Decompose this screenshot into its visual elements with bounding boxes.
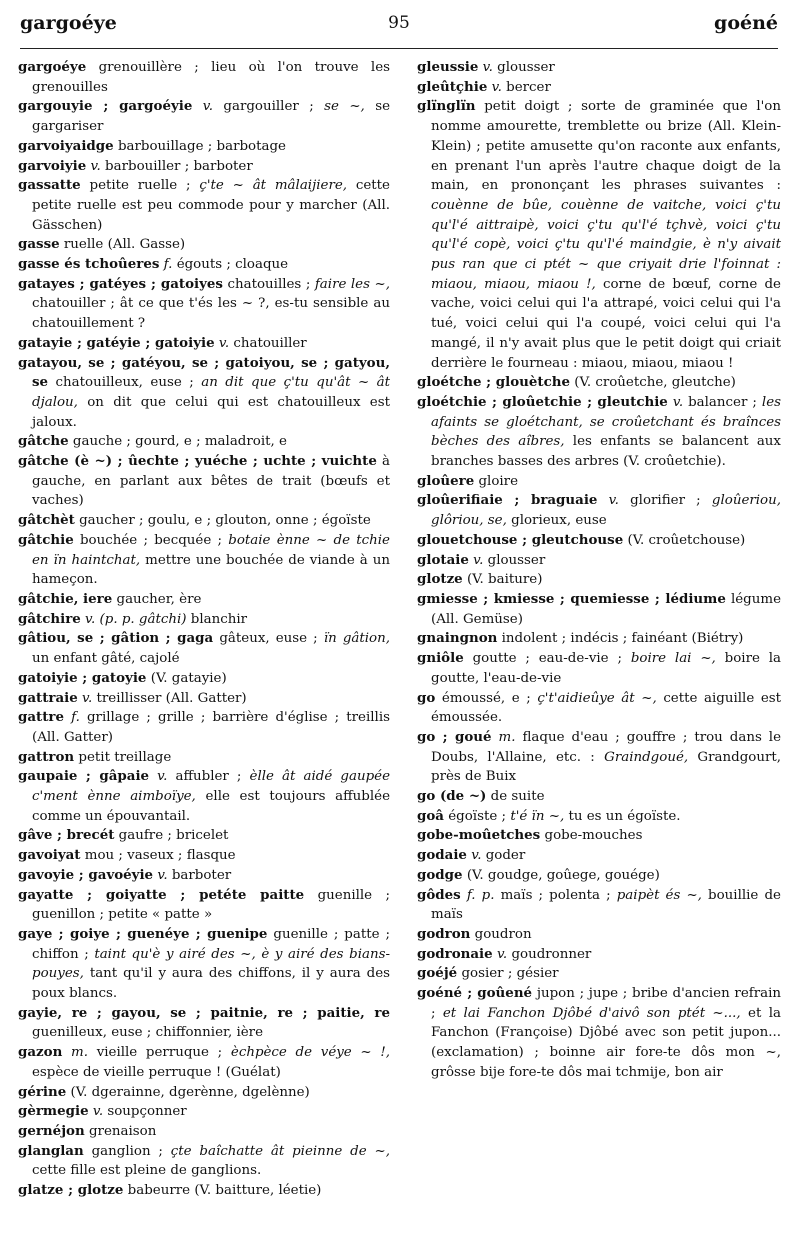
definition: barboter <box>171 867 232 883</box>
headword: godronaie <box>417 945 493 962</box>
headword: gâtchie <box>18 531 74 548</box>
grammar-label: f. p. <box>466 887 495 903</box>
translation: se gargariser <box>32 99 390 135</box>
dictionary-entry <box>18 1083 390 1103</box>
translation: espèce de vieille perruque ! (Guélat) <box>32 1064 281 1080</box>
headword: garvoiyie <box>18 157 87 174</box>
headword: gatayou, se ; gatéyou, se ; gatoiyou, se ; gatyou, se <box>18 354 390 391</box>
headword: go (de ~) <box>417 788 487 805</box>
definition: goutte ; eau-de-vie ; <box>472 651 622 667</box>
dictionary-entry <box>417 807 781 827</box>
dictionary-entry <box>18 511 390 531</box>
headword: gattre <box>18 709 64 726</box>
headword: gleussie <box>417 59 479 75</box>
translation: corne de bœuf, corne de vache, voici celui qui l'a attrapé, voici celui qui l'a tué, voici celui qui l'a coupé, voici celui qui l'a mangé, il n'y avait plus que le petit doigt qui criait derrière le fourneau : miaou, miaou, miaou ! <box>431 276 781 371</box>
dictionary-entry <box>417 728 781 787</box>
headword: gèrmegie <box>18 1103 89 1120</box>
header-rule <box>20 48 778 49</box>
headword: glïnglïn <box>417 98 476 115</box>
headword: gâtchire <box>18 610 81 627</box>
grammar-label: v. <box>672 394 684 410</box>
dictionary-entry <box>417 866 781 886</box>
definition: (V. croûetche, gleutche) <box>574 375 736 391</box>
headword: gôdes <box>417 886 461 903</box>
definition: (V. gatayie) <box>150 670 227 686</box>
definition: légume (All. Gemüse) <box>431 591 781 627</box>
definition: guenille ; guenillon ; petite « patte » <box>32 887 390 923</box>
dictionary-entry <box>18 826 390 846</box>
dictionary-entry <box>417 551 781 571</box>
definition: chatouilleux, euse ; <box>55 375 194 391</box>
dictionary-entry <box>417 590 781 629</box>
dictionary-entry <box>18 137 390 157</box>
headword: godron <box>417 925 471 942</box>
headword: godge <box>417 866 463 883</box>
headword: gâtche (è ~) ; ûechte ; yuéche ; uchte ; vuichte <box>18 453 377 470</box>
headword: gasse és tchoûeres <box>18 256 160 273</box>
definition: mou ; vaseux ; flasque <box>84 848 236 864</box>
running-head-right: goéné <box>714 12 778 34</box>
example: se ~, <box>324 99 365 115</box>
headword: glanglan <box>18 1142 84 1159</box>
definition: chatouilles ; <box>227 276 311 292</box>
definition: ruelle (All. Gasse) <box>63 237 186 253</box>
dictionary-entry <box>18 925 390 1004</box>
headword: goéné ; goûené <box>417 985 533 1002</box>
dictionary-entry <box>417 846 781 866</box>
dictionary-entry <box>417 78 781 98</box>
dictionary-entry <box>18 748 390 768</box>
translation: cette petite ruelle est peu commode pour y marcher (All. Gässchen) <box>32 178 390 233</box>
example: çte baîchatte ât pieinne de ~, <box>170 1143 390 1159</box>
definition: gloire <box>478 473 519 489</box>
headword: gaupaie ; gâpaie <box>18 768 150 785</box>
grammar-label: v. <box>473 552 484 568</box>
dictionary-entry <box>18 97 390 136</box>
dictionary-entry <box>18 1122 390 1142</box>
definition: petit treillage <box>78 749 172 765</box>
translation: elle est toujours affublée comme un épouvantail. <box>32 789 391 824</box>
definition: grenaison <box>88 1123 157 1139</box>
definition: affubler ; <box>175 769 242 785</box>
definition: gaufre ; bricelet <box>118 828 229 844</box>
grammar-label: v. <box>157 867 168 883</box>
example: èlle ât aidé gaupée c'ment ènne aimboïye, <box>32 769 390 805</box>
translation: les enfants se balancent aux branches basses des arbres (V. croûetchie). <box>431 434 781 470</box>
headword: gavoyie ; gavoéyie <box>18 866 154 883</box>
example: ç't'aidieûye ât ~, <box>537 690 657 706</box>
definition: petit doigt ; sorte de graminée que l'on nomme amourette, tremblette ou brize (All. Klein-Klein) ; petite amusette qu'on raconte aux enfants, en prenant l'un après l'autre chaque doigt de la main, en prononçant les phrases suivantes : <box>431 99 781 194</box>
definition: émoussé, e ; <box>441 690 531 706</box>
headword: garvoiyaidge <box>18 137 114 154</box>
translation: mettre une bouchée de viande à un hameçon. <box>32 552 390 588</box>
headword: gargouyie ; gargoéyie <box>18 98 193 115</box>
definition: (V. goudge, goûege, gouége) <box>466 867 660 883</box>
dictionary-entry <box>417 472 781 492</box>
example: èchpèce de véye ~ !, <box>230 1045 390 1061</box>
translation: chatouiller ; ât ce que t'és les ~ ?, es-tu sensible au chatouillement ? <box>32 296 390 332</box>
translation: glorieux, euse <box>511 513 607 529</box>
headword: glotze <box>417 571 463 588</box>
headword: gloétche ; glouètche <box>417 374 570 391</box>
dictionary-entry <box>18 531 390 590</box>
headword: gargoéye <box>18 59 87 75</box>
headword: go <box>417 689 436 706</box>
example: faire les ~, <box>314 276 390 292</box>
definition: gaucher ; goulu, e ; glouton, onne ; égoïste <box>79 513 371 529</box>
definition: gobe-mouches <box>544 828 643 844</box>
translation: on dit que celui qui est chatouilleux est jaloux. <box>32 394 390 430</box>
headword: gâtchèt <box>18 512 75 529</box>
page-number: 95 <box>388 13 410 33</box>
example: botaie ènne ~ de tchie en ïn haintchat, <box>32 532 390 568</box>
definition: glorifier ; <box>630 493 701 509</box>
definition: bercer <box>506 79 551 95</box>
headword: gatayie ; gatéyie ; gatoiyie <box>18 334 215 351</box>
headword: gloûere <box>417 472 475 489</box>
grammar-label: v. <box>491 79 502 95</box>
headword: gérine <box>18 1083 67 1100</box>
grammar-label: v. (p. p. gâtchi) <box>85 611 187 627</box>
definition: égouts ; cloaque <box>176 257 289 273</box>
definition: grillage ; grille ; barrière d'église ; treillis (All. Gatter) <box>32 710 390 745</box>
headword: gatayes ; gatéyes ; gatoiyes <box>18 275 223 292</box>
grammar-label: m. <box>71 1045 88 1061</box>
grammar-label: v. <box>157 769 168 785</box>
definition: barbouillage ; barbotage <box>117 138 286 154</box>
headword: gobe-moûetches <box>417 827 541 844</box>
definition: ganglion ; <box>91 1143 163 1159</box>
definition: (V. croûetchouse) <box>627 532 746 548</box>
definition: glousser <box>487 552 546 568</box>
headword: gassatte <box>18 177 81 194</box>
dictionary-entry <box>417 649 781 688</box>
headword: glouetchouse ; gleutchouse <box>417 531 624 548</box>
dictionary-entry <box>18 669 390 689</box>
headword: glatze ; glotze <box>18 1182 124 1199</box>
dictionary-entry <box>18 1043 390 1082</box>
definition: grenouillère ; lieu où l'on trouve les grenouilles <box>32 60 390 95</box>
headword: gâve ; brecét <box>18 827 115 844</box>
definition: (V. dgerainne, dgerènne, dgelènne) <box>70 1084 310 1100</box>
dictionary-entry <box>18 767 390 826</box>
headword: goéjé <box>417 965 458 982</box>
example: Graindgoué, <box>604 749 689 765</box>
dictionary-entry <box>18 157 390 177</box>
headword: glotaie <box>417 551 469 568</box>
definition: gosier ; gésier <box>461 966 559 982</box>
dictionary-entry <box>18 1142 390 1181</box>
example: paipèt és ~, <box>616 887 702 903</box>
definition: (V. baiture) <box>466 572 543 588</box>
dictionary-entry <box>417 373 781 393</box>
headword: gazon <box>18 1044 63 1061</box>
dictionary-entry <box>18 58 390 97</box>
headword: gmiesse ; kmiesse ; quemiesse ; lédiume <box>417 590 726 607</box>
definition: goder <box>485 848 526 864</box>
dictionary-entry <box>18 1102 390 1122</box>
grammar-label: v. <box>92 1104 104 1120</box>
definition: indolent ; indécis ; fainéant (Biétry) <box>501 631 744 647</box>
definition: goudron <box>474 926 532 942</box>
dictionary-entry <box>18 354 390 433</box>
headword: gniôle <box>417 650 464 667</box>
dictionary-entry <box>417 58 781 78</box>
dictionary-entry <box>18 432 390 452</box>
headword: gayie, re ; gayou, se ; paitnie, re ; paitie, re <box>18 1004 390 1021</box>
headword: gâtche <box>18 433 69 450</box>
definition: gargouiller ; <box>223 99 314 115</box>
dictionary-entry <box>18 610 390 630</box>
definition: soupçonner <box>107 1104 187 1120</box>
definition: vieille perruque ; <box>96 1045 223 1061</box>
definition: glousser <box>497 60 555 75</box>
grammar-label: v. <box>608 493 619 509</box>
headword: go ; goué <box>417 728 492 745</box>
dictionary-entry <box>18 1004 390 1043</box>
page-header <box>20 12 778 40</box>
dictionary-entry <box>417 689 781 728</box>
translation: Grandgourt, près de Buix <box>431 749 781 785</box>
definition: gaucher, ère <box>116 591 202 607</box>
dictionary-entry <box>417 629 781 649</box>
grammar-label: v. <box>82 690 93 706</box>
dictionary-entry <box>18 255 390 275</box>
dictionary-entry <box>417 984 781 1083</box>
dictionary-entry <box>417 945 781 965</box>
grammar-label: v. <box>471 848 482 864</box>
translation: cette fille est pleine de ganglions. <box>32 1163 262 1179</box>
dictionary-entry <box>18 334 390 354</box>
grammar-label: v. <box>90 158 101 174</box>
definition: babeurre (V. baitture, léetie) <box>127 1183 322 1199</box>
dictionary-entry <box>417 531 781 551</box>
dictionary-entry <box>417 570 781 590</box>
headword: gattron <box>18 748 75 765</box>
grammar-label: v. <box>496 946 508 962</box>
definition: égoïste ; <box>448 808 507 824</box>
example: ïn gâtion, <box>323 631 390 647</box>
example: couènne de bûe, couènne de vaitche, voici ç'tu qu'l'é aittraipè, voici ç'tu qu'l'é tçhvè, voici ç'tu qu'l'é copè, voici ç'tu qu'l'é maindgie, è n'y aivait pus ran que ci ptét ~ que criyait drie l'foinnat : miaou, miaou, miaou !, <box>431 197 781 292</box>
grammar-label: f. <box>163 257 173 273</box>
dictionary-entry <box>18 235 390 255</box>
dictionary-entry <box>18 590 390 610</box>
translation: un enfant gâté, cajolé <box>32 651 180 667</box>
example: an dit que ç'tu qu'ât ~ ât djalou, <box>32 375 391 410</box>
definition: goudronner <box>511 946 592 962</box>
example: les afaints se gloétchant, se croûetchant és braînces bèches des aîbres, <box>431 394 781 450</box>
definition: petite ruelle ; <box>89 178 191 194</box>
dictionary-entry <box>18 708 390 747</box>
definition: guenille ; patte ; chiffon ; <box>32 926 390 962</box>
grammar-label: v. <box>482 60 493 75</box>
example: ç'te ~ ât mâlaijiere, <box>199 178 348 194</box>
definition: flaque d'eau ; gouffre ; trou dans le Doubs, l'Allaine, etc. : <box>431 729 781 765</box>
headword: gloétchie ; gloûetchie ; gleutchie <box>417 393 668 410</box>
headword: gâtchie, iere <box>18 590 113 607</box>
definition: de suite <box>490 789 545 805</box>
translation: cette aiguille est émoussée. <box>431 690 781 726</box>
headword: gloûerifiaie ; braguaie <box>417 492 598 509</box>
dictionary-entry <box>18 846 390 866</box>
headword: gleûtçhie <box>417 78 488 95</box>
definition: jupon ; jupe ; bribe d'ancien refrain ; <box>431 986 781 1021</box>
definition: gâteux, euse ; <box>219 631 318 647</box>
dictionary-entry <box>417 787 781 807</box>
dictionary-entry <box>18 886 390 925</box>
definition: gauche ; gourd, e ; maladroit, e <box>72 434 287 450</box>
example: gloûeriou, glôriou, se, <box>431 493 781 529</box>
definition: balancer ; <box>688 394 757 410</box>
definition: chatouiller <box>233 335 307 351</box>
grammar-label: v. <box>218 335 230 351</box>
headword: godaie <box>417 847 467 864</box>
grammar-label: f. <box>71 710 80 726</box>
definition: bouchée ; becquée ; <box>79 532 223 548</box>
headword: gayatte ; goiyatte ; petéte paitte <box>18 886 305 903</box>
example: taint qu'è y airé des ~, è y airé des bians-pouyes, <box>32 946 390 982</box>
dictionary-entry <box>417 886 781 925</box>
definition: guenilleux, euse ; chiffonnier, ière <box>32 1025 263 1041</box>
dictionary-entry <box>417 491 781 530</box>
headword: gaye ; goiye ; guenéye ; guenipe <box>18 925 268 942</box>
left-column <box>18 58 390 1201</box>
headword: gasse <box>18 236 60 253</box>
headword: gnaingnon <box>417 630 498 647</box>
headword: gattraie <box>18 689 78 706</box>
definition: barbouiller ; barboter <box>105 158 253 174</box>
translation: et la Fanchon (Françoise) Djôbé avec son petit jupon... (exclamation) ; boinne air fore-te dôs mon ~, grôsse bije fore-te dôs mai tchmije, bon air <box>431 1005 781 1080</box>
grammar-label: m. <box>498 729 516 745</box>
dictionary-entry <box>417 97 781 373</box>
example: boire lai ~, <box>630 651 716 667</box>
dictionary-entry <box>417 826 781 846</box>
definition: blanchir <box>190 611 248 627</box>
translation: bouillie de maïs <box>431 887 781 923</box>
headword: gâtiou, se ; gâtion ; gaga <box>18 630 214 647</box>
running-head-left: gargoéye <box>20 12 117 34</box>
translation: tu es un égoïste. <box>568 808 681 824</box>
example: et lai Fanchon Djôbé d'aivô son ptét ~..., <box>442 1005 741 1021</box>
dictionary-entry <box>18 866 390 886</box>
translation: boire la goutte, l'eau-de-vie <box>431 651 782 686</box>
definition: maïs ; polenta ; <box>500 887 611 903</box>
example: t'é ïn ~, <box>510 808 565 824</box>
definition: à gauche, en parlant aux bêtes de trait (bœufs et vaches) <box>32 454 390 509</box>
dictionary-entry <box>18 275 390 334</box>
dictionary-entry <box>18 1181 390 1201</box>
right-column <box>417 58 781 1083</box>
grammar-label: v. <box>202 99 213 115</box>
dictionary-entry <box>18 629 390 668</box>
dictionary-entry <box>417 393 781 472</box>
definition: treillisser (All. Gatter) <box>96 690 247 706</box>
dictionary-entry <box>18 689 390 709</box>
headword: gernéjon <box>18 1122 85 1139</box>
dictionary-entry <box>417 964 781 984</box>
headword: gavoiyat <box>18 847 81 864</box>
headword: gatoiyie ; gatoyie <box>18 669 147 686</box>
dictionary-entry <box>18 176 390 235</box>
dictionary-entry <box>18 452 390 511</box>
dictionary-entry <box>417 925 781 945</box>
headword: goâ <box>417 807 444 824</box>
translation: tant qu'il y aura des chiffons, il y aura des poux blancs. <box>32 966 390 1002</box>
